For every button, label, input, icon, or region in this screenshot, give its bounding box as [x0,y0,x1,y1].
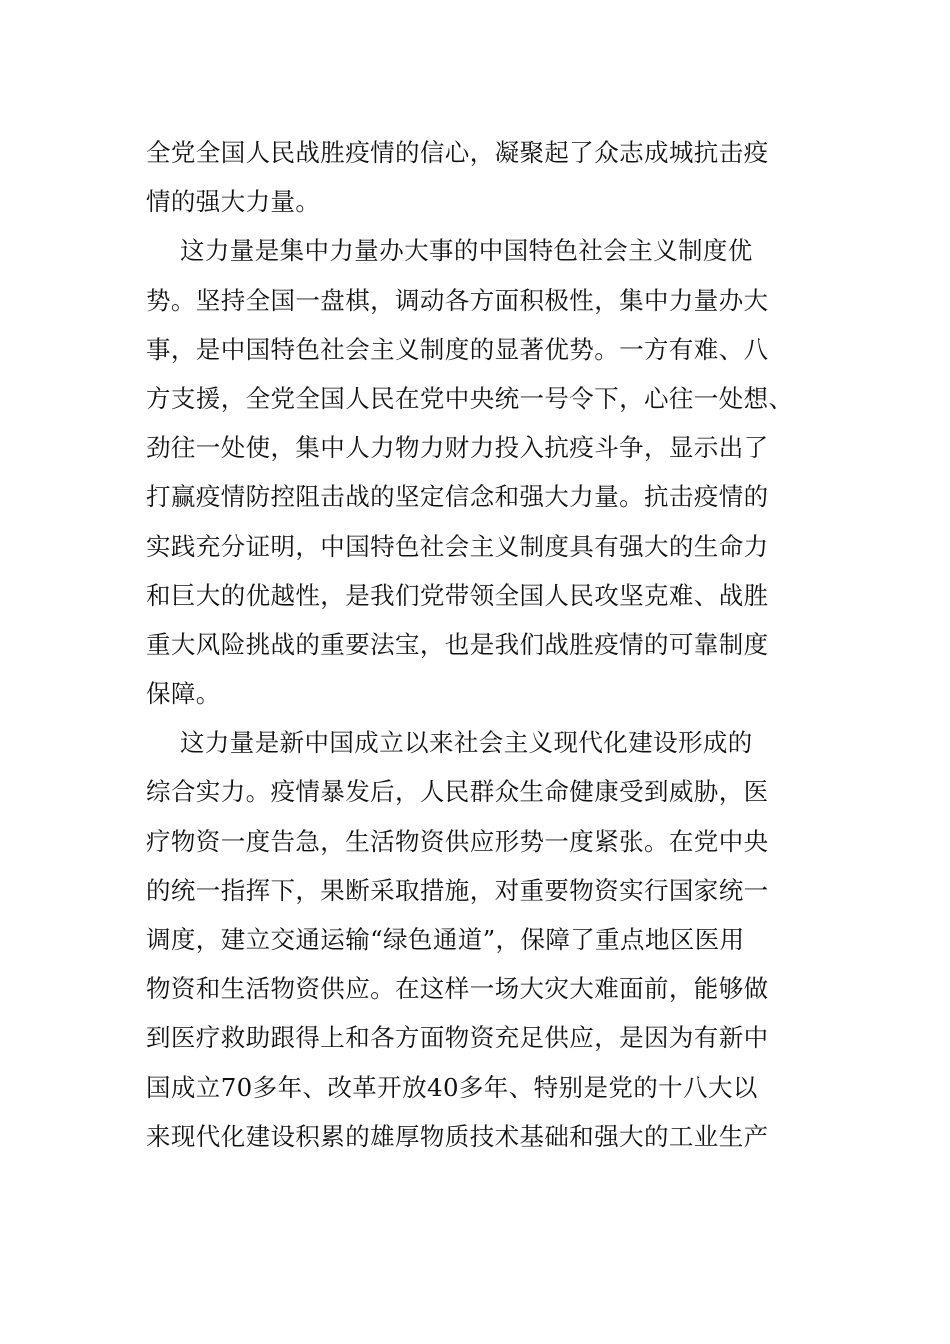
text-line: 情的强大力量。 [146,187,321,217]
body-text [146,128,806,1161]
text-line: 和巨大的优越性，是我们党带领全国人民攻坚克难、战胜 [146,580,769,610]
text-line: 事，是中国特色社会主义制度的显著优势。一方有难、八 [146,334,769,364]
text-line: 到医疗救助跟得上和各方面物资充足供应，是因为有新中 [146,1023,769,1053]
text-line: 国成立70多年、改革开放40多年、特别是党的十八大以 [146,1072,758,1102]
text-line: 打赢疫情防控阻击战的坚定信念和强大力量。抗击疫情的 [146,482,769,512]
text-line: 的统一指挥下，果断采取措施，对重要物资实行国家统一 [146,875,769,905]
text-line: 疗物资一度告急，生活物资供应形势一度紧张。在党中央 [146,826,769,856]
paragraph-first-line: 这力量是集中力量办大事的中国特色社会主义制度优 [180,236,753,266]
text-line: 保障。 [146,679,221,709]
text-line: 重大风险挑战的重要法宝，也是我们战胜疫情的可靠制度 [146,629,769,659]
text-line: 综合实力。疫情暴发后，人民群众生命健康受到威胁，医 [146,777,769,807]
text-line: 方支援，全党全国人民在党中央统一号令下，心往一处想、 [146,383,794,413]
text-line: 物资和生活物资供应。在这样一场大灾大难面前，能够做 [146,974,769,1004]
text-line: 势。坚持全国一盘棋，调动各方面积极性，集中力量办大 [146,285,769,315]
text-line: 全党全国人民战胜疫情的信心，凝聚起了众志成城抗击疫 [146,138,769,167]
text-line: 来现代化建设积累的雄厚物质技术基础和强大的工业生产 [146,1121,769,1151]
text-line: 劲往一处使，集中人力物力财力投入抗疫斗争，显示出了 [146,433,769,463]
paragraph-first-line: 这力量是新中国成立以来社会主义现代化建设形成的 [180,728,753,758]
text-line: 调度，建立交通运输“绿色通道”，保障了重点地区医用 [146,925,745,954]
text-line: 实践充分证明，中国特色社会主义制度具有强大的生命力 [146,531,769,561]
